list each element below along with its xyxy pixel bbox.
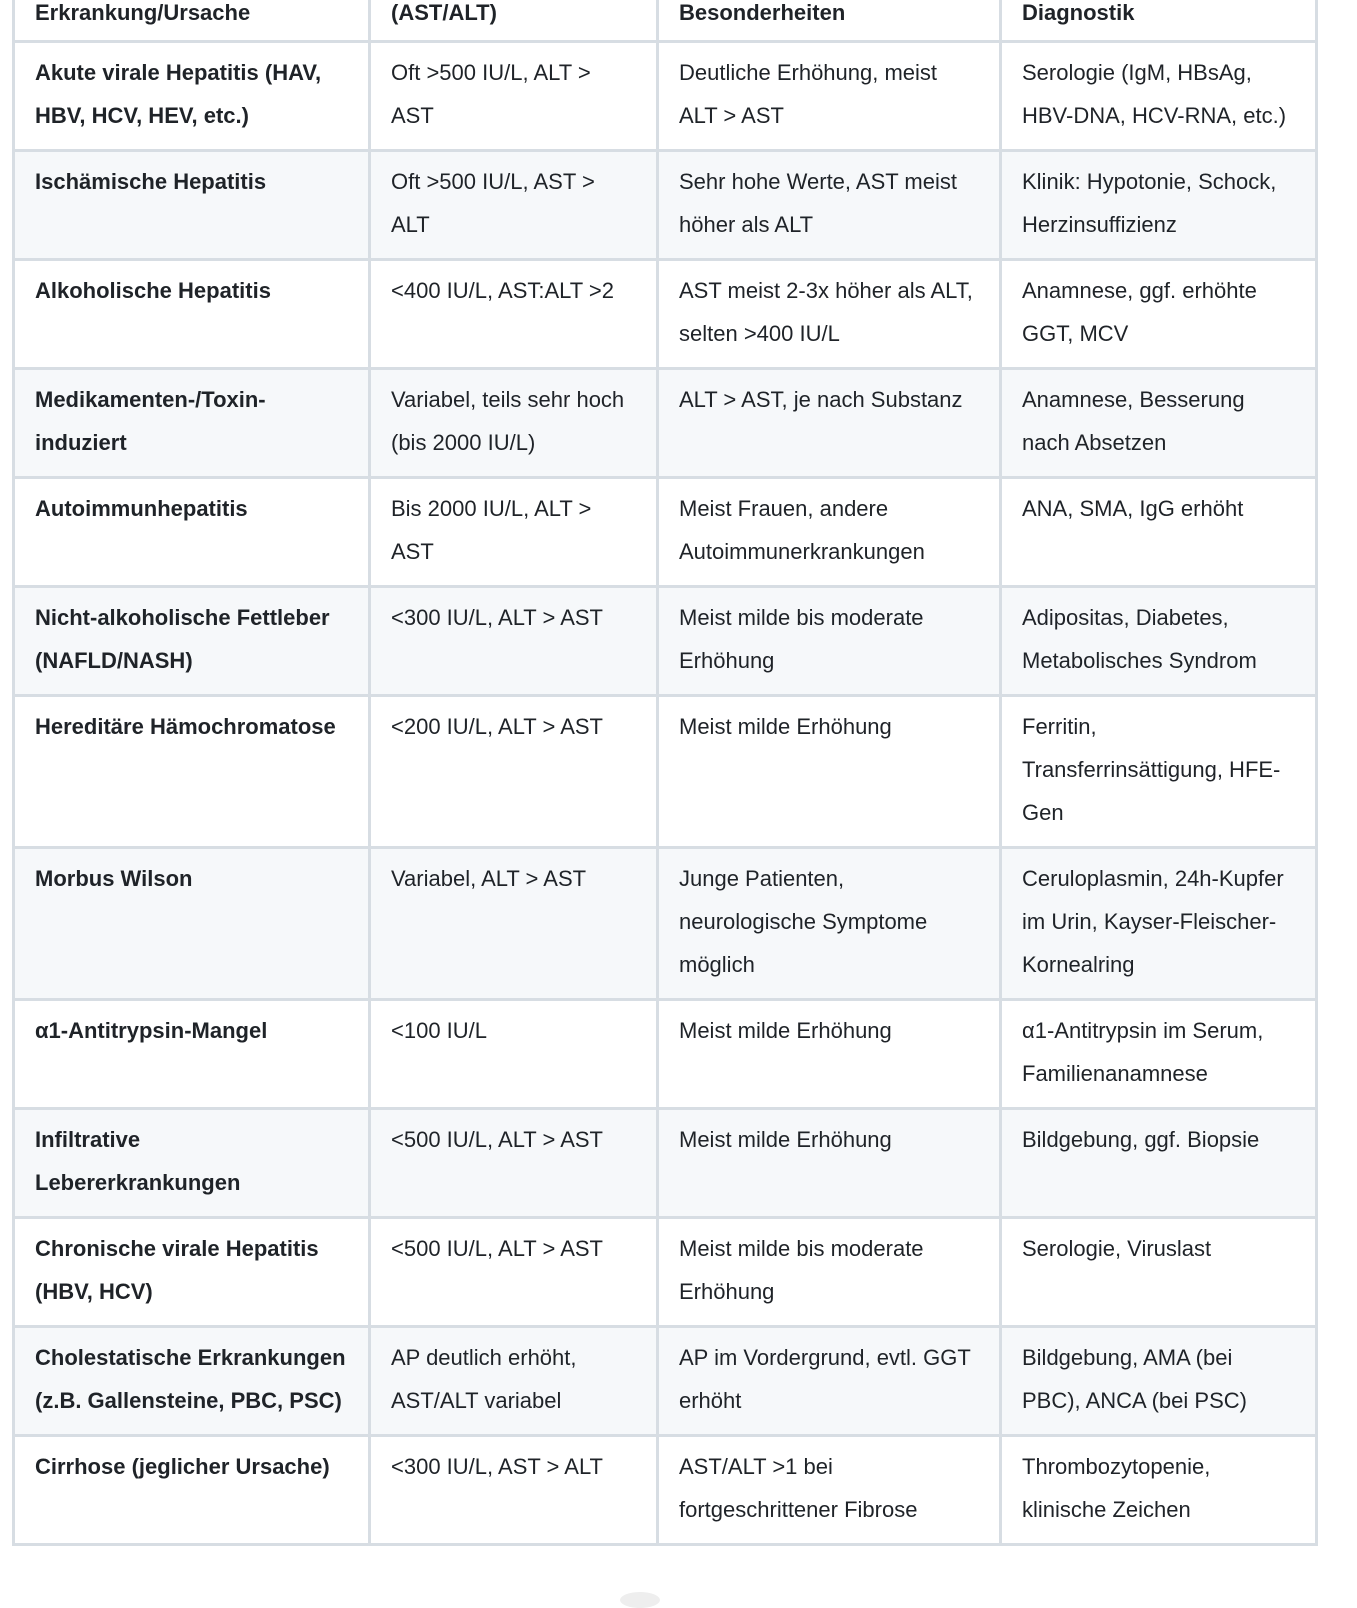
cause-cell: Alkoholische Hepatitis — [14, 260, 370, 369]
cause-cell: Chronische virale Hepatitis (HBV, HCV) — [14, 1218, 370, 1327]
ast-alt-cell: <400 IU/L, AST:ALT >2 — [370, 260, 658, 369]
diagnostics-cell: Ferritin, Transferrinsättigung, HFE-Gen — [1001, 696, 1317, 848]
features-cell: Meist milde bis moderate Erhöhung — [658, 587, 1001, 696]
ast-alt-cell: Oft >500 IU/L, AST > ALT — [370, 151, 658, 260]
cause-cell: Cholestatische Erkrankungen (z.B. Gallensteine, PBC, PSC) — [14, 1327, 370, 1436]
features-cell: Meist Frauen, andere Autoimmunerkrankungen — [658, 478, 1001, 587]
cause-cell: Autoimmunhepatitis — [14, 478, 370, 587]
table-row — [14, 1218, 1317, 1327]
features-cell: Meist milde Erhöhung — [658, 696, 1001, 848]
ast-alt-cell: <100 IU/L — [370, 1000, 658, 1109]
table-row — [14, 369, 1317, 478]
table-header — [14, 0, 1317, 42]
table-row — [14, 151, 1317, 260]
cause-cell: Medikamenten-/Toxin-induziert — [14, 369, 370, 478]
ast-alt-cell: Bis 2000 IU/L, ALT > AST — [370, 478, 658, 587]
features-cell: Sehr hohe Werte, AST meist höher als ALT — [658, 151, 1001, 260]
features-cell: AST meist 2-3x höher als ALT, selten >400 IU/L — [658, 260, 1001, 369]
features-cell: ALT > AST, je nach Substanz — [658, 369, 1001, 478]
ast-alt-cell: <300 IU/L, AST > ALT — [370, 1436, 658, 1545]
cause-cell: Ischämische Hepatitis — [14, 151, 370, 260]
header-cause: Erkrankung/Ursache — [14, 0, 370, 42]
table-row — [14, 42, 1317, 151]
diagnostics-cell: Bildgebung, ggf. Biopsie — [1001, 1109, 1317, 1218]
cause-cell: Cirrhose (jeglicher Ursache) — [14, 1436, 370, 1545]
diagnostics-cell: Bildgebung, AMA (bei PBC), ANCA (bei PSC) — [1001, 1327, 1317, 1436]
features-cell: AST/ALT >1 bei fortgeschrittener Fibrose — [658, 1436, 1001, 1545]
table-body — [14, 42, 1317, 1545]
cause-cell: Morbus Wilson — [14, 848, 370, 1000]
header-ast-alt: (AST/ALT) — [370, 0, 658, 42]
ast-alt-cell: <500 IU/L, ALT > AST — [370, 1109, 658, 1218]
ast-alt-cell: AP deutlich erhöht, AST/ALT variabel — [370, 1327, 658, 1436]
diagnostics-cell: Anamnese, Besserung nach Absetzen — [1001, 369, 1317, 478]
cause-cell: Infiltrative Lebererkrankungen — [14, 1109, 370, 1218]
features-cell: Junge Patienten, neurologische Symptome möglich — [658, 848, 1001, 1000]
scroll-indicator — [620, 1592, 660, 1608]
diagnostics-cell: Klinik: Hypotonie, Schock, Herzinsuffizienz — [1001, 151, 1317, 260]
liver-enzyme-table-container — [12, 0, 1315, 1546]
diagnostics-cell: Anamnese, ggf. erhöhte GGT, MCV — [1001, 260, 1317, 369]
diagnostics-cell: Serologie, Viruslast — [1001, 1218, 1317, 1327]
liver-enzyme-table — [12, 0, 1318, 1546]
cause-cell: α1-Antitrypsin-Mangel — [14, 1000, 370, 1109]
cause-cell: Akute virale Hepatitis (HAV, HBV, HCV, HEV, etc.) — [14, 42, 370, 151]
ast-alt-cell: <200 IU/L, ALT > AST — [370, 696, 658, 848]
diagnostics-cell: Ceruloplasmin, 24h-Kupfer im Urin, Kayser-Fleischer-Kornealring — [1001, 848, 1317, 1000]
table-row — [14, 848, 1317, 1000]
table-row — [14, 260, 1317, 369]
features-cell: Meist milde Erhöhung — [658, 1000, 1001, 1109]
cause-cell: Nicht-alkoholische Fettleber (NAFLD/NASH) — [14, 587, 370, 696]
ast-alt-cell: Oft >500 IU/L, ALT > AST — [370, 42, 658, 151]
diagnostics-cell: Thrombozytopenie, klinische Zeichen — [1001, 1436, 1317, 1545]
table-row — [14, 478, 1317, 587]
table-row — [14, 587, 1317, 696]
cause-cell: Hereditäre Hämochromatose — [14, 696, 370, 848]
diagnostics-cell: α1-Antitrypsin im Serum, Familienanamnese — [1001, 1000, 1317, 1109]
header-row — [14, 0, 1317, 42]
features-cell: AP im Vordergrund, evtl. GGT erhöht — [658, 1327, 1001, 1436]
features-cell: Deutliche Erhöhung, meist ALT > AST — [658, 42, 1001, 151]
diagnostics-cell: Serologie (IgM, HBsAg, HBV-DNA, HCV-RNA, etc.) — [1001, 42, 1317, 151]
table-row — [14, 696, 1317, 848]
ast-alt-cell: <500 IU/L, ALT > AST — [370, 1218, 658, 1327]
diagnostics-cell: ANA, SMA, IgG erhöht — [1001, 478, 1317, 587]
ast-alt-cell: Variabel, teils sehr hoch (bis 2000 IU/L) — [370, 369, 658, 478]
header-diagnostics: Diagnostik — [1001, 0, 1317, 42]
header-features: Besonderheiten — [658, 0, 1001, 42]
ast-alt-cell: Variabel, ALT > AST — [370, 848, 658, 1000]
features-cell: Meist milde bis moderate Erhöhung — [658, 1218, 1001, 1327]
table-row — [14, 1000, 1317, 1109]
ast-alt-cell: <300 IU/L, ALT > AST — [370, 587, 658, 696]
table-row — [14, 1109, 1317, 1218]
diagnostics-cell: Adipositas, Diabetes, Metabolisches Syndrom — [1001, 587, 1317, 696]
table-row — [14, 1327, 1317, 1436]
features-cell: Meist milde Erhöhung — [658, 1109, 1001, 1218]
table-row — [14, 1436, 1317, 1545]
